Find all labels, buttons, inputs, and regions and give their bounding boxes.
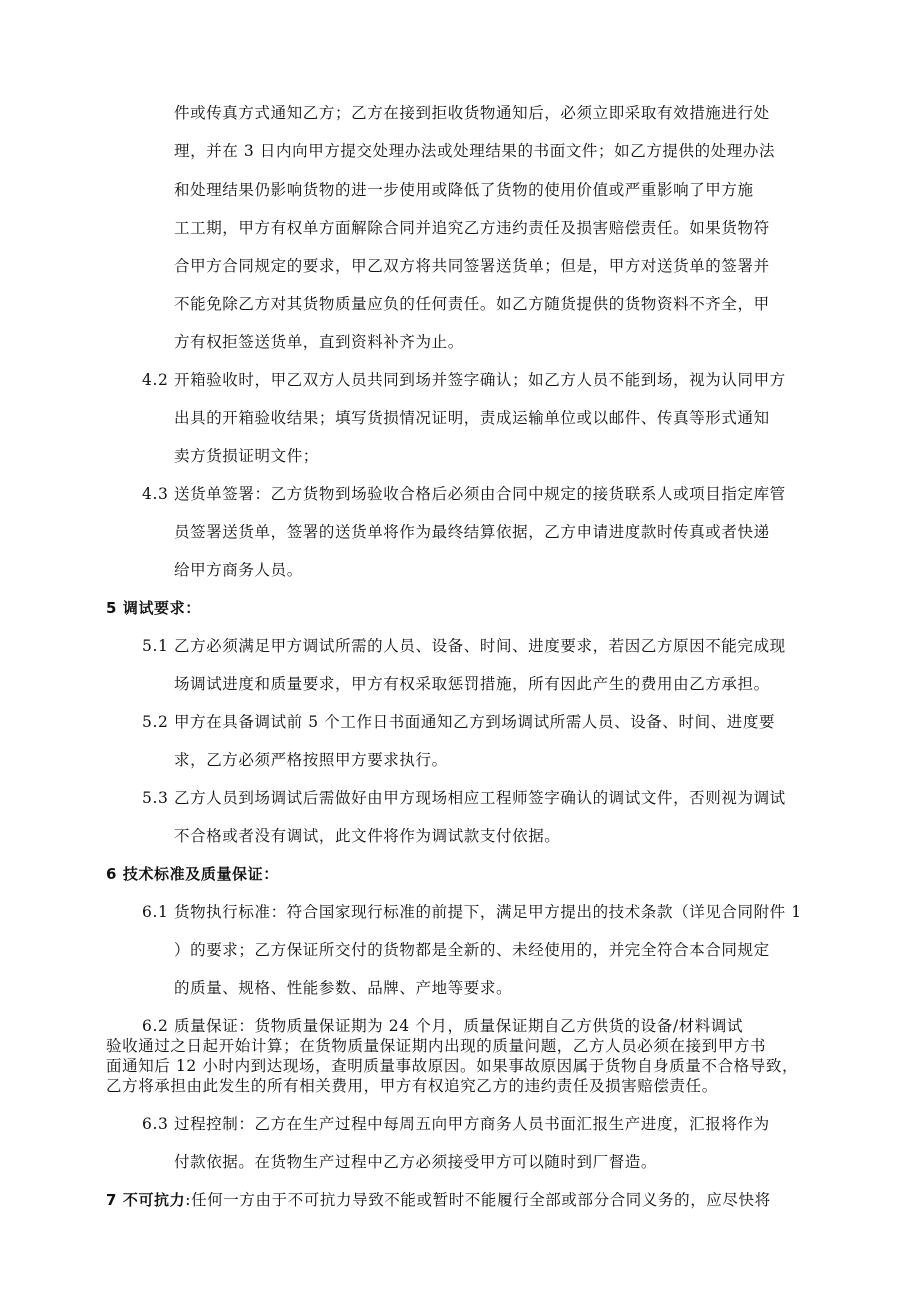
clause-4-3-line: 给甲方商务人员。 (174, 561, 303, 579)
clause-5-1-line: 5.1 乙方必须满足甲方调试所需的人员、设备、时间、进度要求，若因乙方原因不能完成现 (142, 637, 786, 655)
section-7-line (106, 1190, 771, 1210)
clause-4-2-line: 4.2 开箱验收时，甲乙双方人员共同到场并签字确认；如乙方人员不能到场，视为认同甲方 (142, 371, 786, 389)
clause-5-3-line: 5.3 乙方人员到场调试后需做好由甲方现场相应工程师签字确认的调试文件，否则视为调试 (142, 789, 786, 807)
clause-6-1-line: ）的要求；乙方保证所交付的货物都是全新的、未经使用的，并完全符合本合同规定 (174, 941, 770, 959)
section-7-text: :任何一方由于不可抗力导致不能或暂时不能履行全部或部分合同义务的，应尽快将 (185, 1191, 771, 1209)
clause-6-3-line: 6.3 过程控制：乙方在生产过程中每周五向甲方商务人员书面汇报生产进度，汇报将作为 (142, 1115, 770, 1133)
clause-5-1-line: 场调试进度和质量要求，甲方有权采取惩罚措施，所有因此产生的费用由乙方承担。 (174, 675, 770, 693)
clause-6-2-line: 验收通过之日起开始计算；在货物质量保证期内出现的质量问题，乙方人员必须在接到甲方书 (106, 1037, 767, 1055)
clause-4-3-line: 员签署送货单，签署的送货单将作为最终结算依据，乙方申请进度款时传真或者快递 (174, 523, 770, 541)
clause-4-3-line: 4.3 送货单签署：乙方货物到场验收合格后必须由合同中规定的接货联系人或项目指定库管 (142, 485, 786, 503)
clause-6-2-line: 6.2 质量保证：货物质量保证期为 24 个月，质量保证期自乙方供货的设备/材料调试 (142, 1017, 744, 1035)
clause-4-2-line: 卖方货损证明文件； (174, 447, 319, 465)
paragraph-line: 和处理结果仍影响货物的进一步使用或降低了货物的使用价值或严重影响了甲方施 (174, 181, 754, 199)
section-heading-6: 6 技术标准及质量保证： (106, 865, 279, 883)
paragraph-line: 工工期，甲方有权单方面解除合同并追究乙方违约责任及损害赔偿责任。如果货物符 (174, 219, 770, 237)
paragraph-line: 不能免除乙方对其货物质量应负的任何责任。如乙方随货提供的货物资料不齐全，甲 (174, 295, 770, 313)
clause-6-1-line: 的质量、规格、性能参数、品牌、产地等要求。 (174, 979, 513, 997)
clause-4-2-line: 出具的开箱验收结果；填写货损情况证明，责成运输单位或以邮件、传真等形式通知 (174, 409, 770, 427)
paragraph-line: 合甲方合同规定的要求，甲乙双方将共同签署送货单；但是，甲方对送货单的签署并 (174, 257, 770, 275)
clause-6-1-line: 6.1 货物执行标准：符合国家现行标准的前提下，满足甲方提出的技术条款（详见合同附件 1 (142, 903, 802, 921)
section-heading-7: 7 不可抗力 (106, 1191, 186, 1209)
paragraph-line: 件或传真方式通知乙方；乙方在接到拒收货物通知后，必须立即采取有效措施进行处 (174, 104, 770, 122)
clause-5-2-line: 求，乙方必须严格按照甲方要求执行。 (174, 751, 448, 769)
section-heading-5: 5 调试要求： (106, 599, 201, 617)
paragraph-line: 理，并在 3 日内向甲方提交处理办法或处理结果的书面文件；如乙方提供的处理办法 (174, 142, 776, 160)
clause-6-3-line: 付款依据。在货物生产过程中乙方必须接受甲方可以随时到厂督造。 (174, 1153, 658, 1171)
paragraph-line: 方有权拒签送货单，直到资料补齐为止。 (174, 333, 464, 351)
clause-6-2-line: 乙方将承担由此发生的所有相关费用，甲方有权追究乙方的违约责任及损害赔偿责任。 (106, 1077, 718, 1095)
clause-5-3-line: 不合格或者没有调试，此文件将作为调试款支付依据。 (174, 827, 561, 845)
clause-6-2-line: 面通知后 12 小时内到达现场，查明质量事故原因。如果事故原因属于货物自身质量不合格导致， (106, 1057, 799, 1075)
clause-5-2-line: 5.2 甲方在具备调试前 5 个工作日书面通知乙方到场调试所需人员、设备、时间、进度要 (142, 713, 776, 731)
